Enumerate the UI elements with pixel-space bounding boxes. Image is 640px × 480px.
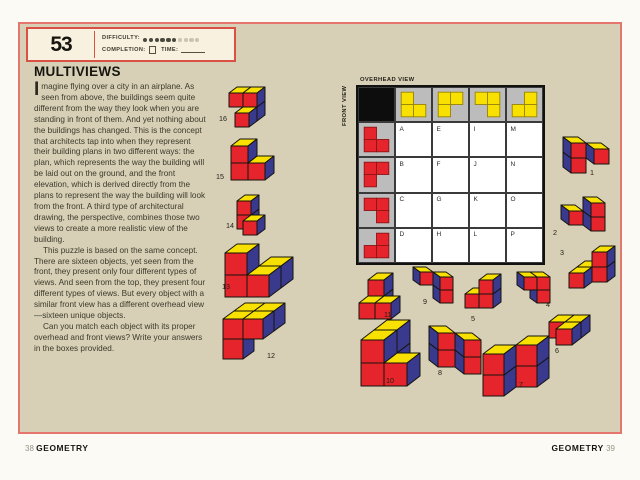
figure-label-3: 3 bbox=[560, 248, 564, 257]
figure-5 bbox=[464, 273, 502, 309]
difficulty-dot-empty bbox=[189, 38, 193, 42]
answer-cell-P[interactable]: P bbox=[506, 228, 543, 263]
figure-label-4: 4 bbox=[546, 300, 550, 309]
difficulty-dot-empty bbox=[184, 38, 188, 42]
front-shape-3 bbox=[358, 193, 395, 228]
completion-label: COMPLETION: bbox=[102, 47, 146, 53]
answer-cell-D[interactable]: D bbox=[395, 228, 432, 263]
figure-label-9: 9 bbox=[423, 297, 427, 306]
paragraph: Imagine flying over a city in an airplane. As seen from above, the buildings seem quite different from the way they look when you are standing in front of them. And yet nothing about the buildings has changed. This is the concept that architects tap into when they represent their building plans in two different ways: the plan, which represents the way the building will be laid out on the ground, and the front elevation, which is derived directly from the plans to represent the way the building will look from the front. A third type of architectural drawing, the perspective, combines those two views to create a more realistic view of the building. bbox=[34, 79, 206, 244]
overhead-shape-4 bbox=[506, 87, 543, 122]
grid-corner bbox=[358, 87, 395, 122]
figure-3 bbox=[568, 245, 616, 289]
footer-section-right: GEOMETRY bbox=[551, 443, 604, 453]
figure-label-16: 16 bbox=[219, 114, 227, 123]
figure-9 bbox=[412, 266, 454, 304]
answer-cell-E[interactable]: E bbox=[432, 122, 469, 157]
overhead-shape-2 bbox=[432, 87, 469, 122]
difficulty-dot-filled bbox=[160, 38, 164, 42]
figure-label-5: 5 bbox=[471, 314, 475, 323]
answer-cell-L[interactable]: L bbox=[469, 228, 506, 263]
figure-8 bbox=[428, 325, 482, 375]
front-shape-4 bbox=[358, 228, 395, 263]
page-number-right: 39 bbox=[606, 444, 615, 453]
figure-label-2: 2 bbox=[553, 228, 557, 237]
answer-cell-H[interactable]: H bbox=[432, 228, 469, 263]
front-shape-2 bbox=[358, 157, 395, 192]
figure-15 bbox=[230, 138, 275, 181]
figure-label-7: 7 bbox=[519, 380, 523, 389]
figure-14 bbox=[236, 194, 266, 236]
difficulty-dot-filled bbox=[149, 38, 153, 42]
puzzle-number: 53 bbox=[50, 32, 72, 56]
intro-text bbox=[34, 79, 208, 355]
figure-7 bbox=[482, 335, 550, 397]
footer-section-left: GEOMETRY bbox=[36, 443, 89, 453]
time-entry-line[interactable] bbox=[181, 47, 205, 53]
difficulty-dot-empty bbox=[178, 38, 182, 42]
answer-cell-K[interactable]: K bbox=[469, 193, 506, 228]
difficulty-dot-filled bbox=[166, 38, 170, 42]
figure-6 bbox=[548, 314, 591, 346]
difficulty-dot-empty bbox=[195, 38, 199, 42]
answer-cell-G[interactable]: G bbox=[432, 193, 469, 228]
front-shape-1 bbox=[358, 122, 395, 157]
footer-left bbox=[25, 443, 89, 453]
footer-right bbox=[551, 443, 615, 453]
page-title: MULTIVIEWS bbox=[34, 64, 121, 79]
figure-label-14: 14 bbox=[226, 221, 234, 230]
figure-label-13: 13 bbox=[222, 282, 230, 291]
difficulty-dot-filled bbox=[155, 38, 159, 42]
difficulty-label: DIFFICULTY: bbox=[102, 35, 141, 41]
paragraph: Can you match each object with its proper overhead and front views? Write your answers in the boxes provided. bbox=[34, 321, 203, 353]
figure-2 bbox=[560, 196, 606, 232]
time-label: TIME: bbox=[161, 47, 179, 53]
page-frame bbox=[18, 22, 622, 434]
figure-13 bbox=[224, 243, 294, 298]
difficulty-dot-filled bbox=[172, 38, 176, 42]
answer-cell-O[interactable]: O bbox=[506, 193, 543, 228]
figure-12 bbox=[222, 302, 286, 360]
overhead-shape-1 bbox=[395, 87, 432, 122]
answer-grid bbox=[356, 85, 545, 265]
completion-checkbox[interactable] bbox=[149, 46, 157, 54]
figure-1 bbox=[562, 136, 610, 174]
figure-label-15: 15 bbox=[216, 172, 224, 181]
figure-label-6: 6 bbox=[555, 346, 559, 355]
answer-cell-M[interactable]: M bbox=[506, 122, 543, 157]
figure-16 bbox=[228, 86, 266, 128]
answer-cell-J[interactable]: J bbox=[469, 157, 506, 192]
figure-11 bbox=[358, 272, 401, 320]
answer-cell-N[interactable]: N bbox=[506, 157, 543, 192]
difficulty-dot-filled bbox=[143, 38, 147, 42]
answer-cell-F[interactable]: F bbox=[432, 157, 469, 192]
overhead-view-label: OVERHEAD VIEW bbox=[360, 77, 415, 83]
figure-label-1: 1 bbox=[590, 168, 594, 177]
figure-label-10: 10 bbox=[386, 376, 394, 385]
answer-cell-A[interactable]: A bbox=[395, 122, 432, 157]
figure-label-12: 12 bbox=[267, 351, 275, 360]
answer-cell-B[interactable]: B bbox=[395, 157, 432, 192]
paragraph: This puzzle is based on the same concept. There are sixteen objects, yet seen from the front, they present only four different types of views. And seen from the top, they present four different types of views. But every object with a similar front view has a different overhead view—sixteen unique objects. bbox=[34, 245, 206, 321]
answer-cell-C[interactable]: C bbox=[395, 193, 432, 228]
page-number-left: 38 bbox=[25, 444, 34, 453]
figure-label-11: 11 bbox=[384, 310, 392, 319]
puzzle-header bbox=[26, 27, 236, 62]
front-view-label: FRONT VIEW bbox=[342, 85, 348, 126]
difficulty-dots bbox=[143, 29, 201, 47]
puzzle-meta bbox=[95, 29, 234, 60]
figure-label-8: 8 bbox=[438, 368, 442, 377]
overhead-shape-3 bbox=[469, 87, 506, 122]
answer-cell-I[interactable]: I bbox=[469, 122, 506, 157]
